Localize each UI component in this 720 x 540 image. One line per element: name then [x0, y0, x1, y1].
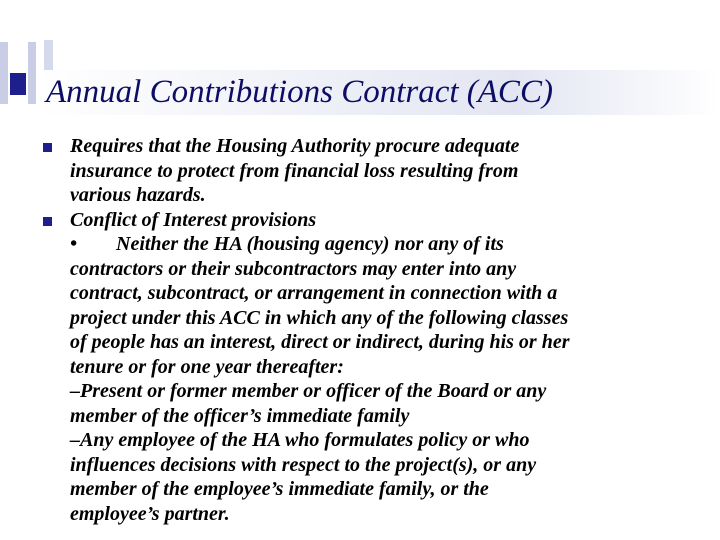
- text-line: member of the employee’s immediate family, or the: [70, 478, 489, 500]
- square-bullet-icon: [43, 143, 52, 152]
- text-line: –Present or former member or officer of the Board or any: [70, 380, 547, 402]
- decorative-square-icon: [10, 73, 26, 95]
- text-line: various hazards.: [70, 184, 206, 206]
- text-line: contractors or their subcontractors may enter into any: [70, 257, 517, 280]
- text-line: tenure or for one year thereafter:: [70, 355, 344, 378]
- text-line: contract, subcontract, or arrangement in connection with a: [70, 282, 558, 304]
- text-line: employee’s partner.: [70, 502, 230, 525]
- text-line: of people has an interest, direct or indirect, during his or her: [70, 331, 570, 353]
- sub-bullet-dot-icon: •: [70, 233, 78, 255]
- decorative-bar: [0, 42, 8, 104]
- text-line: project under this ACC in which any of the following classes: [70, 306, 569, 329]
- text-line: Neither the HA (housing agency) nor any of its: [116, 233, 504, 255]
- text-line: insurance to protect from financial loss resulting from: [70, 159, 519, 182]
- text-line: Requires that the Housing Authority procure adequate: [70, 135, 520, 157]
- text-line: Conflict of Interest provisions: [70, 208, 317, 231]
- sub-bullet-line: [70, 232, 690, 257]
- text-line: –Any employee of the HA who formulates policy or who: [70, 429, 530, 451]
- bullet-item: [70, 208, 690, 527]
- square-bullet-icon: [43, 217, 52, 226]
- text-line: member of the officer’s immediate family: [70, 404, 410, 427]
- slide-content: [70, 134, 690, 526]
- slide-title: Annual Contributions Contract (ACC): [46, 74, 553, 110]
- text-line: influences decisions with respect to the project(s), or any: [70, 453, 537, 476]
- bullet-item: [70, 134, 690, 208]
- decorative-bar: [28, 42, 36, 104]
